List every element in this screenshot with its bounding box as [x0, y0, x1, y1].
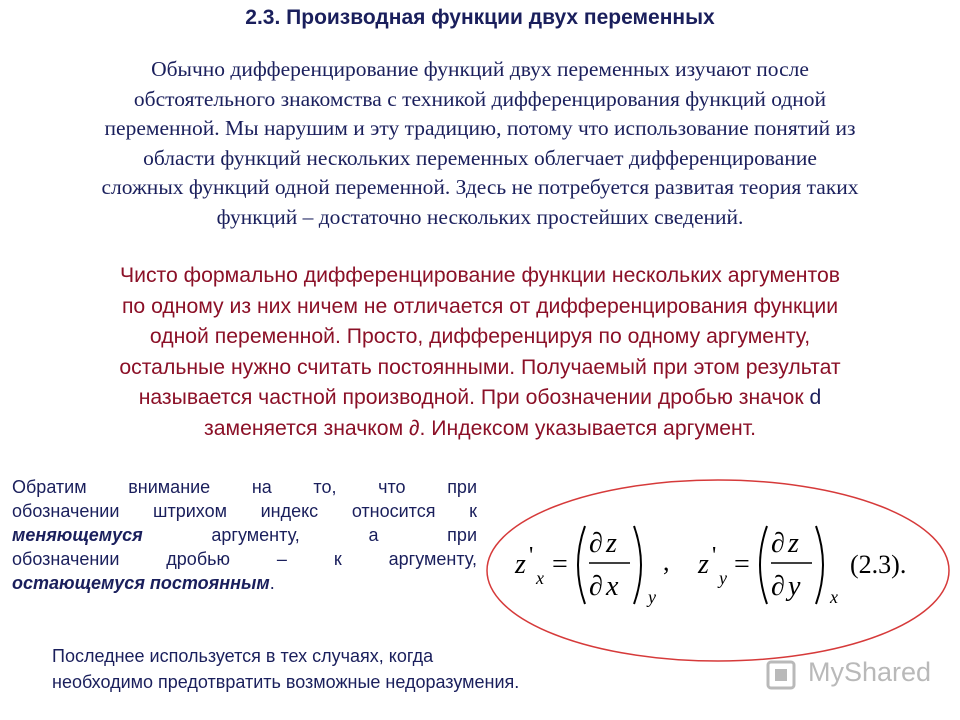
denominator-y: y: [788, 571, 801, 602]
right-paren: [634, 526, 641, 604]
subscript-y: y: [648, 587, 656, 607]
note-line: обозначении штрихом индекс относится к: [12, 501, 477, 521]
definition-paragraph: [20, 261, 940, 444]
partial-symbol: ∂: [589, 528, 603, 559]
closing-line: необходимо предотвратить возможные недоразумения.: [52, 672, 520, 692]
subscript-x: x: [536, 568, 544, 588]
note-line: обозначении дробью – к аргументу,: [12, 549, 477, 569]
partial-derivative-formula: [505, 510, 945, 620]
left-paren: [760, 526, 767, 604]
definition-line: по одному из них ничем не отличается от дифференцирования функции: [121, 294, 839, 318]
note-line: [12, 571, 477, 595]
prime-symbol: ': [712, 543, 717, 569]
numerator-z: z: [788, 528, 799, 559]
intro-paragraph: [10, 55, 950, 232]
note-line-rest: аргументу, а при: [142, 525, 477, 545]
note-line-rest: .: [269, 573, 275, 593]
partial-symbol: ∂: [771, 571, 785, 602]
note-paragraph: [12, 475, 477, 595]
emphasis-changing: меняющемуся: [12, 525, 143, 545]
definition-line: одной переменной. Просто, дифференцируя по одному аргументу,: [149, 325, 811, 348]
intro-line: обстоятельного знакомства с техникой дифференцирования функций одной: [133, 86, 827, 111]
definition-line: [20, 383, 940, 414]
z-symbol: z: [698, 549, 709, 580]
z-symbol: z: [515, 549, 526, 580]
emphasis-constant: остающемуся постоянным: [12, 573, 270, 593]
equals-sign: =: [734, 549, 750, 580]
definition-line-text: называется частной производной. При обозначении дробью значок: [138, 386, 810, 409]
partial-symbol: ∂: [589, 571, 603, 602]
intro-line: сложных функций одной переменной. Здесь не потребуется развитая теория таких: [101, 175, 859, 199]
comma: ,: [663, 547, 670, 576]
subscript-y: y: [719, 568, 727, 588]
numerator-z: z: [606, 528, 617, 559]
prime-symbol: ': [529, 543, 534, 569]
note-line: Обратим внимание на то, что при: [12, 477, 477, 497]
right-paren: [816, 526, 823, 604]
definition-line: остальные нужно считать постоянными. Получаемый при этом результат: [119, 355, 841, 379]
intro-line: Обычно дифференцирование функций двух переменных изучают после: [151, 57, 809, 81]
definition-line: Чисто формально дифференцирование функции нескольких аргументов: [119, 264, 840, 287]
d-symbol: d: [809, 386, 822, 409]
denominator-x: x: [606, 571, 619, 602]
intro-line: области функций нескольких переменных облегчает дифференцирование: [143, 145, 817, 170]
intro-line: переменной. Мы нарушим и эту традицию, потому что использование понятий из: [104, 116, 856, 140]
closing-line: Последнее используется в тех случаях, когда: [52, 646, 434, 666]
slide-title: 2.3. Производная функции двух переменных: [245, 6, 715, 29]
note-line: [12, 523, 477, 547]
watermark-text: MyShared: [808, 657, 932, 687]
equation-number: (2.3).: [850, 550, 907, 579]
left-paren: [578, 526, 585, 604]
subscript-x: x: [830, 587, 838, 607]
partial-symbol: ∂: [771, 528, 785, 559]
closing-paragraph: [52, 643, 692, 695]
definition-line: заменяется значком ∂. Индексом указывается аргумент.: [204, 416, 756, 440]
intro-line: функций – достаточно нескольких простейших сведений.: [216, 204, 744, 229]
equals-sign: =: [552, 549, 568, 580]
